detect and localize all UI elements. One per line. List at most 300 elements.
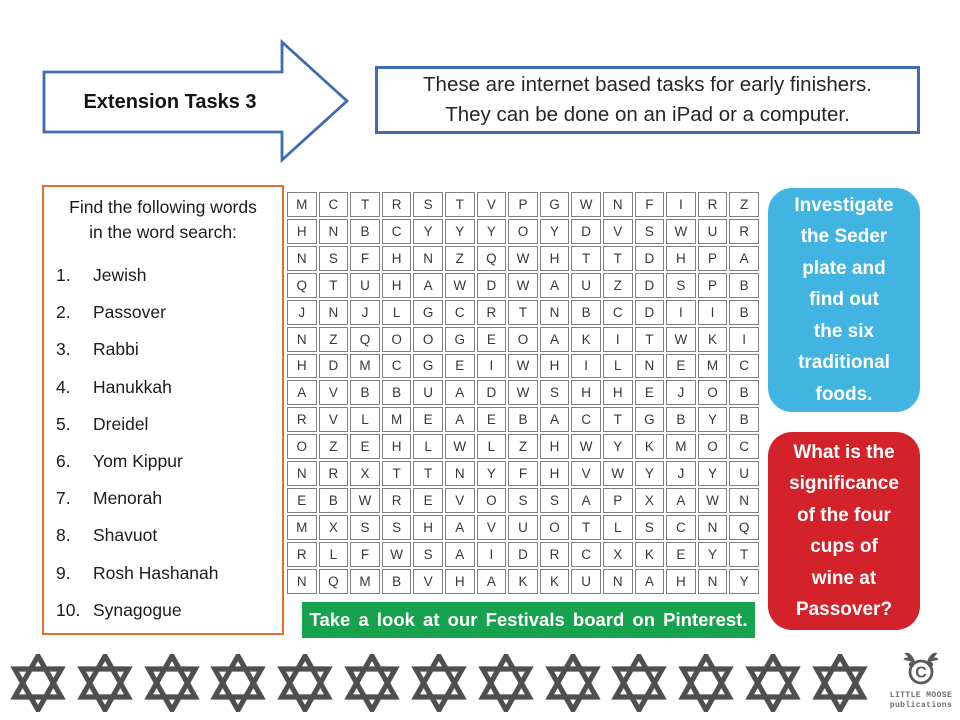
word-search-row [287,515,759,540]
word-search-cell: E [666,354,696,379]
word-search-cell: W [666,219,696,244]
word-search-cell: Q [287,273,317,298]
word-search-cell: M [287,515,317,540]
word-search-cell: U [508,515,538,540]
word-search-cell: H [540,354,570,379]
word-search-cell: W [508,273,538,298]
word-search-cell: O [477,488,507,513]
word-search-cell: A [287,380,317,405]
word-search-cell: B [382,569,412,594]
word-search-row [287,407,759,432]
word-search-cell: M [666,434,696,459]
word-list-item-number: 10. [56,599,81,620]
task-box-seder-plate [768,188,920,412]
word-search-cell: B [729,273,759,298]
word-search-cell: L [603,354,633,379]
word-search-cell: C [571,542,601,567]
word-search-cell: O [540,515,570,540]
word-search-cell: E [635,380,665,405]
word-list-item [44,443,282,480]
word-search-cell: Z [603,273,633,298]
word-search-cell: B [729,380,759,405]
star-decoration-row [10,654,868,712]
word-list-item-number: 4. [56,376,71,397]
word-search-cell: B [571,300,601,325]
word-search-cell: N [287,569,317,594]
word-search-cell: K [508,569,538,594]
star-of-david-icon [812,654,868,712]
task-text-line: wine at [811,567,877,589]
word-list-item-word: Rosh Hashanah [93,562,219,583]
task-text-line: plate and [802,257,886,279]
word-search-cell: V [477,515,507,540]
word-search-cell: Q [477,246,507,271]
word-search-cell: F [635,192,665,217]
word-search-cell: O [508,327,538,352]
word-search-cell: Y [445,219,475,244]
intro-line-1: These are internet based tasks for early finishers. [423,73,872,96]
word-search-cell: P [603,488,633,513]
word-search-cell: O [413,327,443,352]
word-list-item-word: Dreidel [93,413,149,434]
word-search-cell: Z [319,434,349,459]
word-search-cell: W [445,273,475,298]
word-search-cell: Z [445,246,475,271]
word-search-cell: C [319,192,349,217]
word-search-cell: E [413,407,443,432]
word-search-cell: N [698,569,728,594]
word-search-cell: N [287,327,317,352]
word-search-cell: U [350,273,380,298]
word-search-cell: C [603,300,633,325]
word-search-cell: W [571,192,601,217]
star-of-david-icon [678,654,734,712]
word-search-cell: O [287,434,317,459]
word-search-cell: S [540,380,570,405]
word-search-cell: S [350,515,380,540]
word-search-cell: N [540,300,570,325]
word-list-item-number: 2. [56,302,71,323]
word-search-cell: N [603,569,633,594]
word-search-cell: U [729,461,759,486]
word-search-cell: H [540,461,570,486]
word-search-cell: F [350,542,380,567]
word-search-cell: V [319,380,349,405]
word-list-item [44,406,282,443]
word-search-cell: X [350,461,380,486]
word-search-cell: U [571,273,601,298]
word-search-cell: R [477,300,507,325]
word-search-cell: W [508,354,538,379]
word-search-cell: C [571,407,601,432]
word-search-cell: N [729,488,759,513]
word-search-cell: A [729,246,759,271]
word-search-cell: L [382,300,412,325]
word-search-cell: T [445,192,475,217]
word-search-cell: E [413,488,443,513]
word-search-cell: T [382,461,412,486]
star-of-david-icon [478,654,534,712]
word-search-cell: K [540,569,570,594]
word-list-item [44,257,282,294]
word-search-cell: D [477,273,507,298]
word-search-cell: J [666,380,696,405]
word-search-cell: G [413,354,443,379]
word-search-cell: H [603,380,633,405]
intro-line-2: They can be done on an iPad or a computer. [445,103,850,126]
word-search-cell: P [698,246,728,271]
word-search-cell: E [287,488,317,513]
word-search-cell: S [413,192,443,217]
word-search-cell: Y [698,461,728,486]
word-search-cell: J [350,300,380,325]
word-search-cell: Z [729,192,759,217]
word-search-cell: J [287,300,317,325]
word-search-cell: P [698,273,728,298]
word-list-item-number: 3. [56,339,71,360]
word-search-cell: I [666,192,696,217]
word-search-cell: D [635,300,665,325]
word-search-cell: H [287,354,317,379]
task-text-line: cups of [810,536,878,557]
word-search-cell: I [571,354,601,379]
word-search-cell: N [287,246,317,271]
word-search-cell: M [382,407,412,432]
word-search-cell: D [635,273,665,298]
task-text-line: the six [813,320,875,342]
word-search-cell: H [540,246,570,271]
word-search-cell: K [635,434,665,459]
word-search-cell: L [477,434,507,459]
word-search-cell: Y [698,542,728,567]
word-search-cell: B [508,407,538,432]
task-text-line: the Seder [800,226,888,248]
word-search-cell: T [603,407,633,432]
pinterest-banner-text: Take a look at our Festivals board on Pinterest. [309,609,748,630]
word-search-row [287,273,759,298]
word-list-title-line-2: in the word search: [89,222,237,242]
word-search-cell: M [350,354,380,379]
word-search-cell: A [445,515,475,540]
word-search-cell: R [287,407,317,432]
word-search-row [287,246,759,271]
word-search-cell: S [540,488,570,513]
word-list-title [44,195,282,245]
word-search-row [287,461,759,486]
word-search-cell: R [287,542,317,567]
word-list-item-word: Shavuot [93,525,158,546]
word-search-cell: M [287,192,317,217]
word-search-cell: I [698,300,728,325]
extension-tasks-arrow [42,38,350,164]
star-of-david-icon [344,654,400,712]
word-search-cell: D [508,542,538,567]
word-search-cell: A [635,569,665,594]
word-search-cell: I [666,300,696,325]
word-search-cell: W [350,488,380,513]
word-list-item [44,294,282,331]
word-list-item [44,517,282,554]
word-search-cell: S [382,515,412,540]
word-list-item-word: Jewish [93,265,147,286]
star-of-david-icon [411,654,467,712]
word-search-cell: X [319,515,349,540]
word-search-cell: T [319,273,349,298]
publisher-name: LITTLE MOOSE [889,691,953,700]
word-list-item-word: Menorah [93,488,163,509]
word-search-cell: N [698,515,728,540]
word-search-cell: X [635,488,665,513]
word-search-row [287,300,759,325]
word-list [44,257,282,629]
word-search-cell: X [603,542,633,567]
word-search-cell: A [477,569,507,594]
word-search-row [287,488,759,513]
word-search-row [287,380,759,405]
word-search-cell: Y [477,461,507,486]
word-search-row [287,219,759,244]
word-list-item [44,331,282,368]
word-search-cell: D [477,380,507,405]
word-search-cell: L [350,407,380,432]
word-search-cell: U [698,219,728,244]
word-search-cell: P [508,192,538,217]
word-search-cell: V [319,407,349,432]
word-list-item [44,480,282,517]
word-search-cell: C [729,434,759,459]
word-search-cell: B [319,488,349,513]
word-search-cell: R [382,488,412,513]
star-of-david-icon [277,654,333,712]
word-search-cell: R [382,192,412,217]
word-search-cell: A [540,407,570,432]
star-of-david-icon [545,654,601,712]
word-search-cell: N [413,246,443,271]
star-of-david-icon [144,654,200,712]
word-search-row [287,354,759,379]
word-search-cell: V [413,569,443,594]
word-search-cell: A [540,273,570,298]
word-list-item-word: Passover [93,302,166,323]
word-search-cell: Q [319,569,349,594]
word-search-cell: Y [635,461,665,486]
word-search-cell: L [603,515,633,540]
task-text-line: Investigate [794,194,894,216]
word-search-cell: N [603,192,633,217]
word-search-cell: L [319,542,349,567]
word-search-cell: O [508,219,538,244]
word-search-cell: H [666,569,696,594]
word-search-cell: E [666,542,696,567]
task-text-line: traditional [798,352,890,374]
word-list-title-line-1: Find the following words [69,197,257,217]
word-search-cell: U [413,380,443,405]
intro-box [375,66,920,134]
word-search-cell: E [350,434,380,459]
word-list-item-number: 8. [56,525,71,546]
word-list-item-number: 1. [56,265,71,286]
task-text-line: find out [809,289,879,311]
word-search-cell: K [698,327,728,352]
word-search-cell: E [477,407,507,432]
task-box-four-cups [768,432,920,630]
word-search-cell: N [445,461,475,486]
word-list-item [44,369,282,406]
task-text-line: foods. [815,383,873,405]
word-list-item-word: Synagogue [93,599,182,620]
word-search-cell: I [729,327,759,352]
publisher-subname: publications [889,700,953,710]
word-search-cell: T [729,542,759,567]
word-search-cell: Y [603,434,633,459]
word-search-cell: H [666,246,696,271]
word-search-cell: Y [698,407,728,432]
word-search-cell: O [698,434,728,459]
word-search-row [287,327,759,352]
word-search-cell: K [635,542,665,567]
word-search-row [287,434,759,459]
word-search-cell: Q [729,515,759,540]
word-search-cell: G [413,300,443,325]
word-search-cell: R [729,219,759,244]
word-search-cell: S [319,246,349,271]
publisher-logo [884,649,958,710]
task-text-line: of the four [797,504,891,526]
pinterest-banner [302,602,755,638]
word-search-cell: I [477,542,507,567]
word-search-cell: S [666,273,696,298]
word-list-item-number: 9. [56,562,71,583]
word-search-cell: N [319,300,349,325]
word-search-cell: B [350,219,380,244]
word-search-cell: L [413,434,443,459]
word-list-item [44,555,282,592]
word-search-cell: Y [477,219,507,244]
word-search-cell: C [382,219,412,244]
word-search-cell: W [603,461,633,486]
word-list-item-word: Hanukkah [93,376,172,397]
word-search-cell: Y [729,569,759,594]
star-of-david-icon [77,654,133,712]
word-search-cell: W [698,488,728,513]
word-search-cell: H [571,380,601,405]
word-search-cell: W [571,434,601,459]
word-search-cell: B [666,407,696,432]
word-search-cell: T [603,246,633,271]
word-search-cell: E [477,327,507,352]
word-search-cell: B [350,380,380,405]
word-search-cell: H [382,273,412,298]
word-search-cell: H [413,515,443,540]
word-search-cell: S [635,515,665,540]
word-search-row [287,192,759,217]
svg-text:C: C [915,664,927,682]
word-search-cell: R [540,542,570,567]
word-search-cell: M [698,354,728,379]
word-search-cell: R [698,192,728,217]
word-search-cell: A [413,273,443,298]
word-search-cell: U [571,569,601,594]
word-search-cell: N [319,219,349,244]
task-text-line: Passover? [795,599,893,620]
word-search-cell: V [477,192,507,217]
moose-copyright-icon [899,649,943,686]
word-search-cell: A [445,542,475,567]
word-search-cell: S [413,542,443,567]
word-search-cell: G [445,327,475,352]
word-search-cell: E [445,354,475,379]
word-list-item-number: 7. [56,488,71,509]
word-search-cell: N [635,354,665,379]
word-search-cell: W [382,542,412,567]
task-text-line: What is the [793,441,895,463]
word-search-cell: S [635,219,665,244]
word-search-cell: C [445,300,475,325]
word-list-item-number: 6. [56,451,71,472]
word-search-cell: O [382,327,412,352]
word-search-cell: B [729,300,759,325]
star-of-david-icon [210,654,266,712]
word-search-cell: M [350,569,380,594]
word-search-cell: I [603,327,633,352]
word-search-cell: A [540,327,570,352]
word-search-cell: F [508,461,538,486]
word-search-cell: Y [413,219,443,244]
word-search-cell: D [571,219,601,244]
word-search-cell: G [540,192,570,217]
word-search-row [287,542,759,567]
word-search-cell: G [635,407,665,432]
word-search-cell: W [445,434,475,459]
star-of-david-icon [611,654,667,712]
word-search-cell: V [445,488,475,513]
word-search-cell: D [635,246,665,271]
word-search-cell: H [287,219,317,244]
word-search-cell: T [635,327,665,352]
word-search-cell: V [603,219,633,244]
word-search-cell: F [350,246,380,271]
word-search-cell: H [445,569,475,594]
word-search-cell: I [477,354,507,379]
word-search-cell: O [698,380,728,405]
word-search-cell: H [382,246,412,271]
word-search-cell: S [508,488,538,513]
word-search-cell: C [666,515,696,540]
word-search-cell: R [319,461,349,486]
word-search-cell: Z [508,434,538,459]
word-search-cell: A [666,488,696,513]
word-search-grid [285,190,761,596]
word-search-cell: N [287,461,317,486]
word-search-cell: C [382,354,412,379]
word-search-cell: Q [350,327,380,352]
star-of-david-icon [10,654,66,712]
word-search-cell: T [571,246,601,271]
word-search-cell: W [508,246,538,271]
word-search-cell: C [729,354,759,379]
word-search-cell: J [666,461,696,486]
word-list-item [44,592,282,629]
word-search-cell: T [413,461,443,486]
word-search-cell: W [666,327,696,352]
word-list-item-word: Yom Kippur [93,451,183,472]
word-search-row [287,569,759,594]
word-list-item-number: 5. [56,413,71,434]
word-search-cell: T [508,300,538,325]
word-list-box [42,185,284,635]
word-search-cell: A [571,488,601,513]
word-search-cell: K [571,327,601,352]
